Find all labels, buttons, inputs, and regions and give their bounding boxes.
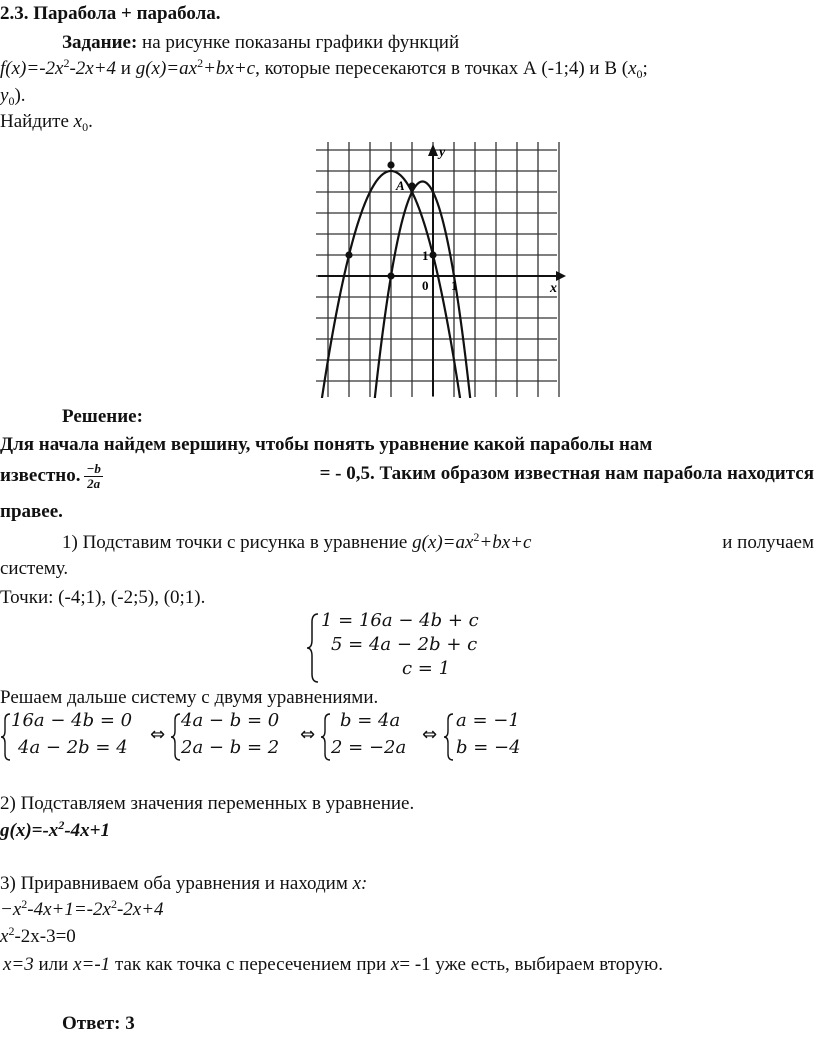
vertex-fraction xyxy=(84,462,102,491)
point-a-label: A xyxy=(396,178,405,193)
eq2-a: x xyxy=(0,926,9,947)
eq2-sup: 2 xyxy=(8,924,15,938)
eq1-b: -4x+1=-2x xyxy=(27,899,111,920)
eq1-c: -2x+4 xyxy=(116,899,164,920)
system-1-row-2: 5 = 4a − 2b + c xyxy=(331,634,478,655)
task-text: на рисунке показаны графики функций xyxy=(137,32,460,53)
close-paren: ). xyxy=(14,85,26,106)
system-a-row-1: 16a − 4b = 0 xyxy=(11,710,133,731)
point-vertex-g xyxy=(387,161,394,168)
system-d-row-1: a = −1 xyxy=(456,710,520,731)
fraction-numerator: −b xyxy=(86,461,101,476)
root-text-var: x xyxy=(390,954,400,975)
eq2-b: -2x-3=0 xyxy=(14,926,76,947)
system-1-row-3: c = 1 xyxy=(402,658,451,679)
x0-sub: 0 xyxy=(636,67,643,81)
solution-heading: Решение: xyxy=(62,406,143,427)
point-neg4-1 xyxy=(345,251,352,258)
find-text: Найдите xyxy=(0,111,74,132)
system-1-brace xyxy=(306,612,320,684)
or-text: или xyxy=(33,954,74,975)
y0-line xyxy=(0,84,26,108)
paragraph1-line2-a: известно. xyxy=(0,464,81,486)
point-0-1 xyxy=(429,251,436,258)
f-def-b: -2x+4 xyxy=(69,58,117,79)
solve-line: Решаем дальше систему с двумя уравнениями. xyxy=(0,687,379,708)
system-b-row-2: 2a − b = 2 xyxy=(181,737,280,758)
system-1-row-1: 1 = 16a − 4b + c xyxy=(321,610,479,631)
g-result xyxy=(0,819,110,843)
x0-var: x xyxy=(628,58,637,79)
point-a xyxy=(408,182,415,189)
eq1-a: −x xyxy=(0,899,22,920)
curve-g xyxy=(316,171,469,398)
root-2: x=-1 xyxy=(73,954,111,975)
g-def-a: g(x)=ax xyxy=(135,58,198,79)
x-axis-arrow xyxy=(556,271,566,281)
equation-2 xyxy=(0,925,76,949)
task-label: Задание: xyxy=(62,32,138,53)
find-sub: 0 xyxy=(82,120,89,134)
step2-line: 2) Подставляем значения переменных в уравнение. xyxy=(0,793,415,814)
step1-text-a: 1) Подставим точки с рисунка в уравнение xyxy=(62,532,413,553)
y-axis-label: y xyxy=(439,145,446,160)
function-definitions xyxy=(0,57,648,81)
step1-line2: систему. xyxy=(0,558,69,579)
roots-line xyxy=(3,953,663,977)
find-end: . xyxy=(88,111,93,132)
answer: Ответ: 3 xyxy=(62,1013,135,1034)
parabola-graph xyxy=(316,142,566,398)
system-d-brace xyxy=(443,712,455,762)
fraction-denominator: 2a xyxy=(87,476,101,491)
f-def-a: f(x)=-2x xyxy=(0,58,64,79)
paragraph1-line2 xyxy=(0,462,814,491)
equiv-arrow-2: ⇔ xyxy=(300,724,316,745)
system-c-row-1: b = 4a xyxy=(340,710,401,731)
y0-var: y xyxy=(0,85,9,106)
root-1: x=3 xyxy=(3,954,34,975)
g-result-sup: 2 xyxy=(58,818,65,832)
tick-one-x: 1 xyxy=(451,278,458,293)
step1-sup: 2 xyxy=(473,530,480,544)
tick-one-y: 1 xyxy=(422,248,429,263)
g-def-b: +bx+c xyxy=(203,58,256,79)
points-line: Точки: (-4;1), (-2;5), (0;1). xyxy=(0,587,206,608)
step3-line xyxy=(0,872,367,896)
y0-sub: 0 xyxy=(8,94,15,108)
system-a-row-2: 4a − 2b = 4 xyxy=(18,737,128,758)
root-text-a: так как точка с пересечением при xyxy=(110,954,391,975)
step3-text: 3) Приравниваем оба уравнения и находим xyxy=(0,873,353,894)
x-axis-label: x xyxy=(550,281,557,296)
paragraph1-line1: Для начала найдем вершину, чтобы понять уравнение какой параболы нам xyxy=(0,434,653,455)
system-c-row-2: 2 = −2a xyxy=(331,737,407,758)
system-d-row-2: b = −4 xyxy=(456,737,521,758)
step1-g-a: g(x)=ax xyxy=(412,532,474,553)
step1-line1 xyxy=(0,531,814,555)
root-text-b: = -1 уже есть, выбираем вторую. xyxy=(399,954,663,975)
step3-var: x: xyxy=(352,873,368,894)
semicolon: ; xyxy=(642,58,648,79)
intersect-text: , которые пересекаются в точках А (-1;4) и В ( xyxy=(255,58,629,79)
find-line xyxy=(0,110,93,134)
eq1-sup1: 2 xyxy=(21,897,28,911)
and-text: и xyxy=(116,58,136,79)
paragraph1-line3: правее. xyxy=(0,501,63,522)
g-result-a: g(x)=-x xyxy=(0,820,59,841)
system-b-row-1: 4a − b = 0 xyxy=(181,710,280,731)
origin-label: 0 xyxy=(422,278,429,293)
find-var: x xyxy=(73,111,83,132)
equiv-arrow-1: ⇔ xyxy=(150,724,166,745)
g-result-b: -4x+1 xyxy=(64,820,110,841)
f-def-sup: 2 xyxy=(63,56,70,70)
eq1-sup2: 2 xyxy=(110,897,117,911)
problem-title: 2.3. Парабола + парабола. xyxy=(0,3,221,24)
g-def-sup: 2 xyxy=(197,56,204,70)
equiv-arrow-3: ⇔ xyxy=(422,724,438,745)
paragraph1-line2-b: = - 0,5. Таким образом известная нам парабола находится xyxy=(319,463,814,484)
point-neg2-0 xyxy=(387,272,394,279)
task-line xyxy=(62,31,459,55)
equation-1 xyxy=(0,898,164,922)
step1-text-b: и получаем xyxy=(722,532,814,553)
step1-g-b: +bx+c xyxy=(479,532,532,553)
